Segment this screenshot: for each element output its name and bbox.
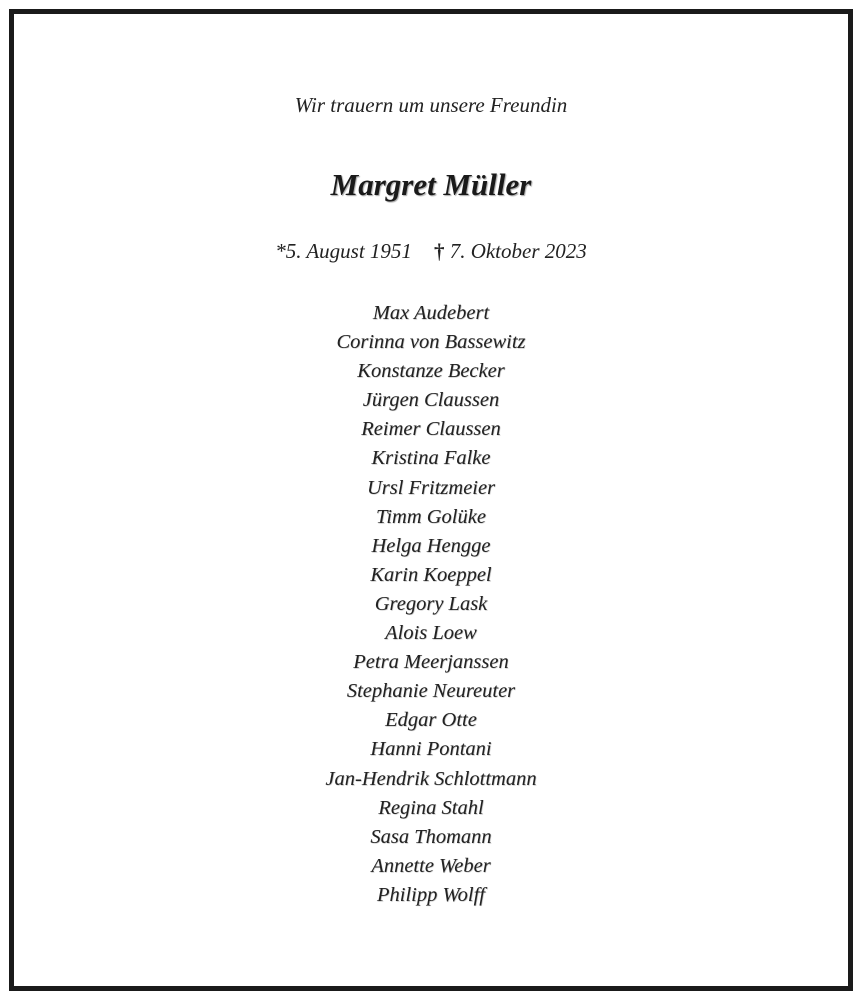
mourner-name: Reimer Claussen: [361, 418, 501, 441]
mourner-name: Edgar Otte: [385, 709, 477, 732]
mourner-name: Annette Weber: [371, 854, 491, 877]
mourner-name: Jürgen Claussen: [362, 389, 500, 412]
mourner-name: Karin Koeppel: [370, 563, 492, 586]
mourner-name: Philipp Wolff: [376, 883, 485, 906]
mourner-name: Petra Meerjanssen: [353, 651, 509, 674]
mourner-name: Timm Golüke: [376, 505, 486, 528]
mourner-name: Konstanze Becker: [357, 360, 505, 383]
mourner-name: Helga Hengge: [371, 534, 491, 557]
mourner-name: Alois Loew: [385, 622, 477, 645]
mourner-name: Hanni Pontani: [370, 738, 492, 761]
mourner-name: Regina Stahl: [378, 796, 484, 819]
mourner-name: Gregory Lask: [374, 592, 488, 615]
mourners-list: [0, 299, 862, 910]
mourner-name: Max Audebert: [372, 302, 490, 324]
death-date: 7. Oktober 2023: [449, 239, 587, 263]
mourner-name: Corinna von Bassewitz: [336, 331, 526, 354]
mourner-name: Sasa Thomann: [370, 825, 492, 848]
mourner-name: Ursl Fritzmeier: [366, 476, 496, 499]
birth-date: *5. August 1951: [275, 239, 412, 263]
intro-text: Wir trauern um unsere Freundin: [294, 93, 568, 117]
cross-icon: †: [433, 239, 445, 263]
mourner-name: Jan-Hendrik Schlottmann: [325, 767, 537, 790]
mourner-name: Kristina Falke: [371, 447, 491, 470]
life-dates: [0, 238, 862, 264]
deceased-name: Margret Müller: [330, 167, 532, 202]
mourner-name: Stephanie Neureuter: [346, 680, 516, 703]
